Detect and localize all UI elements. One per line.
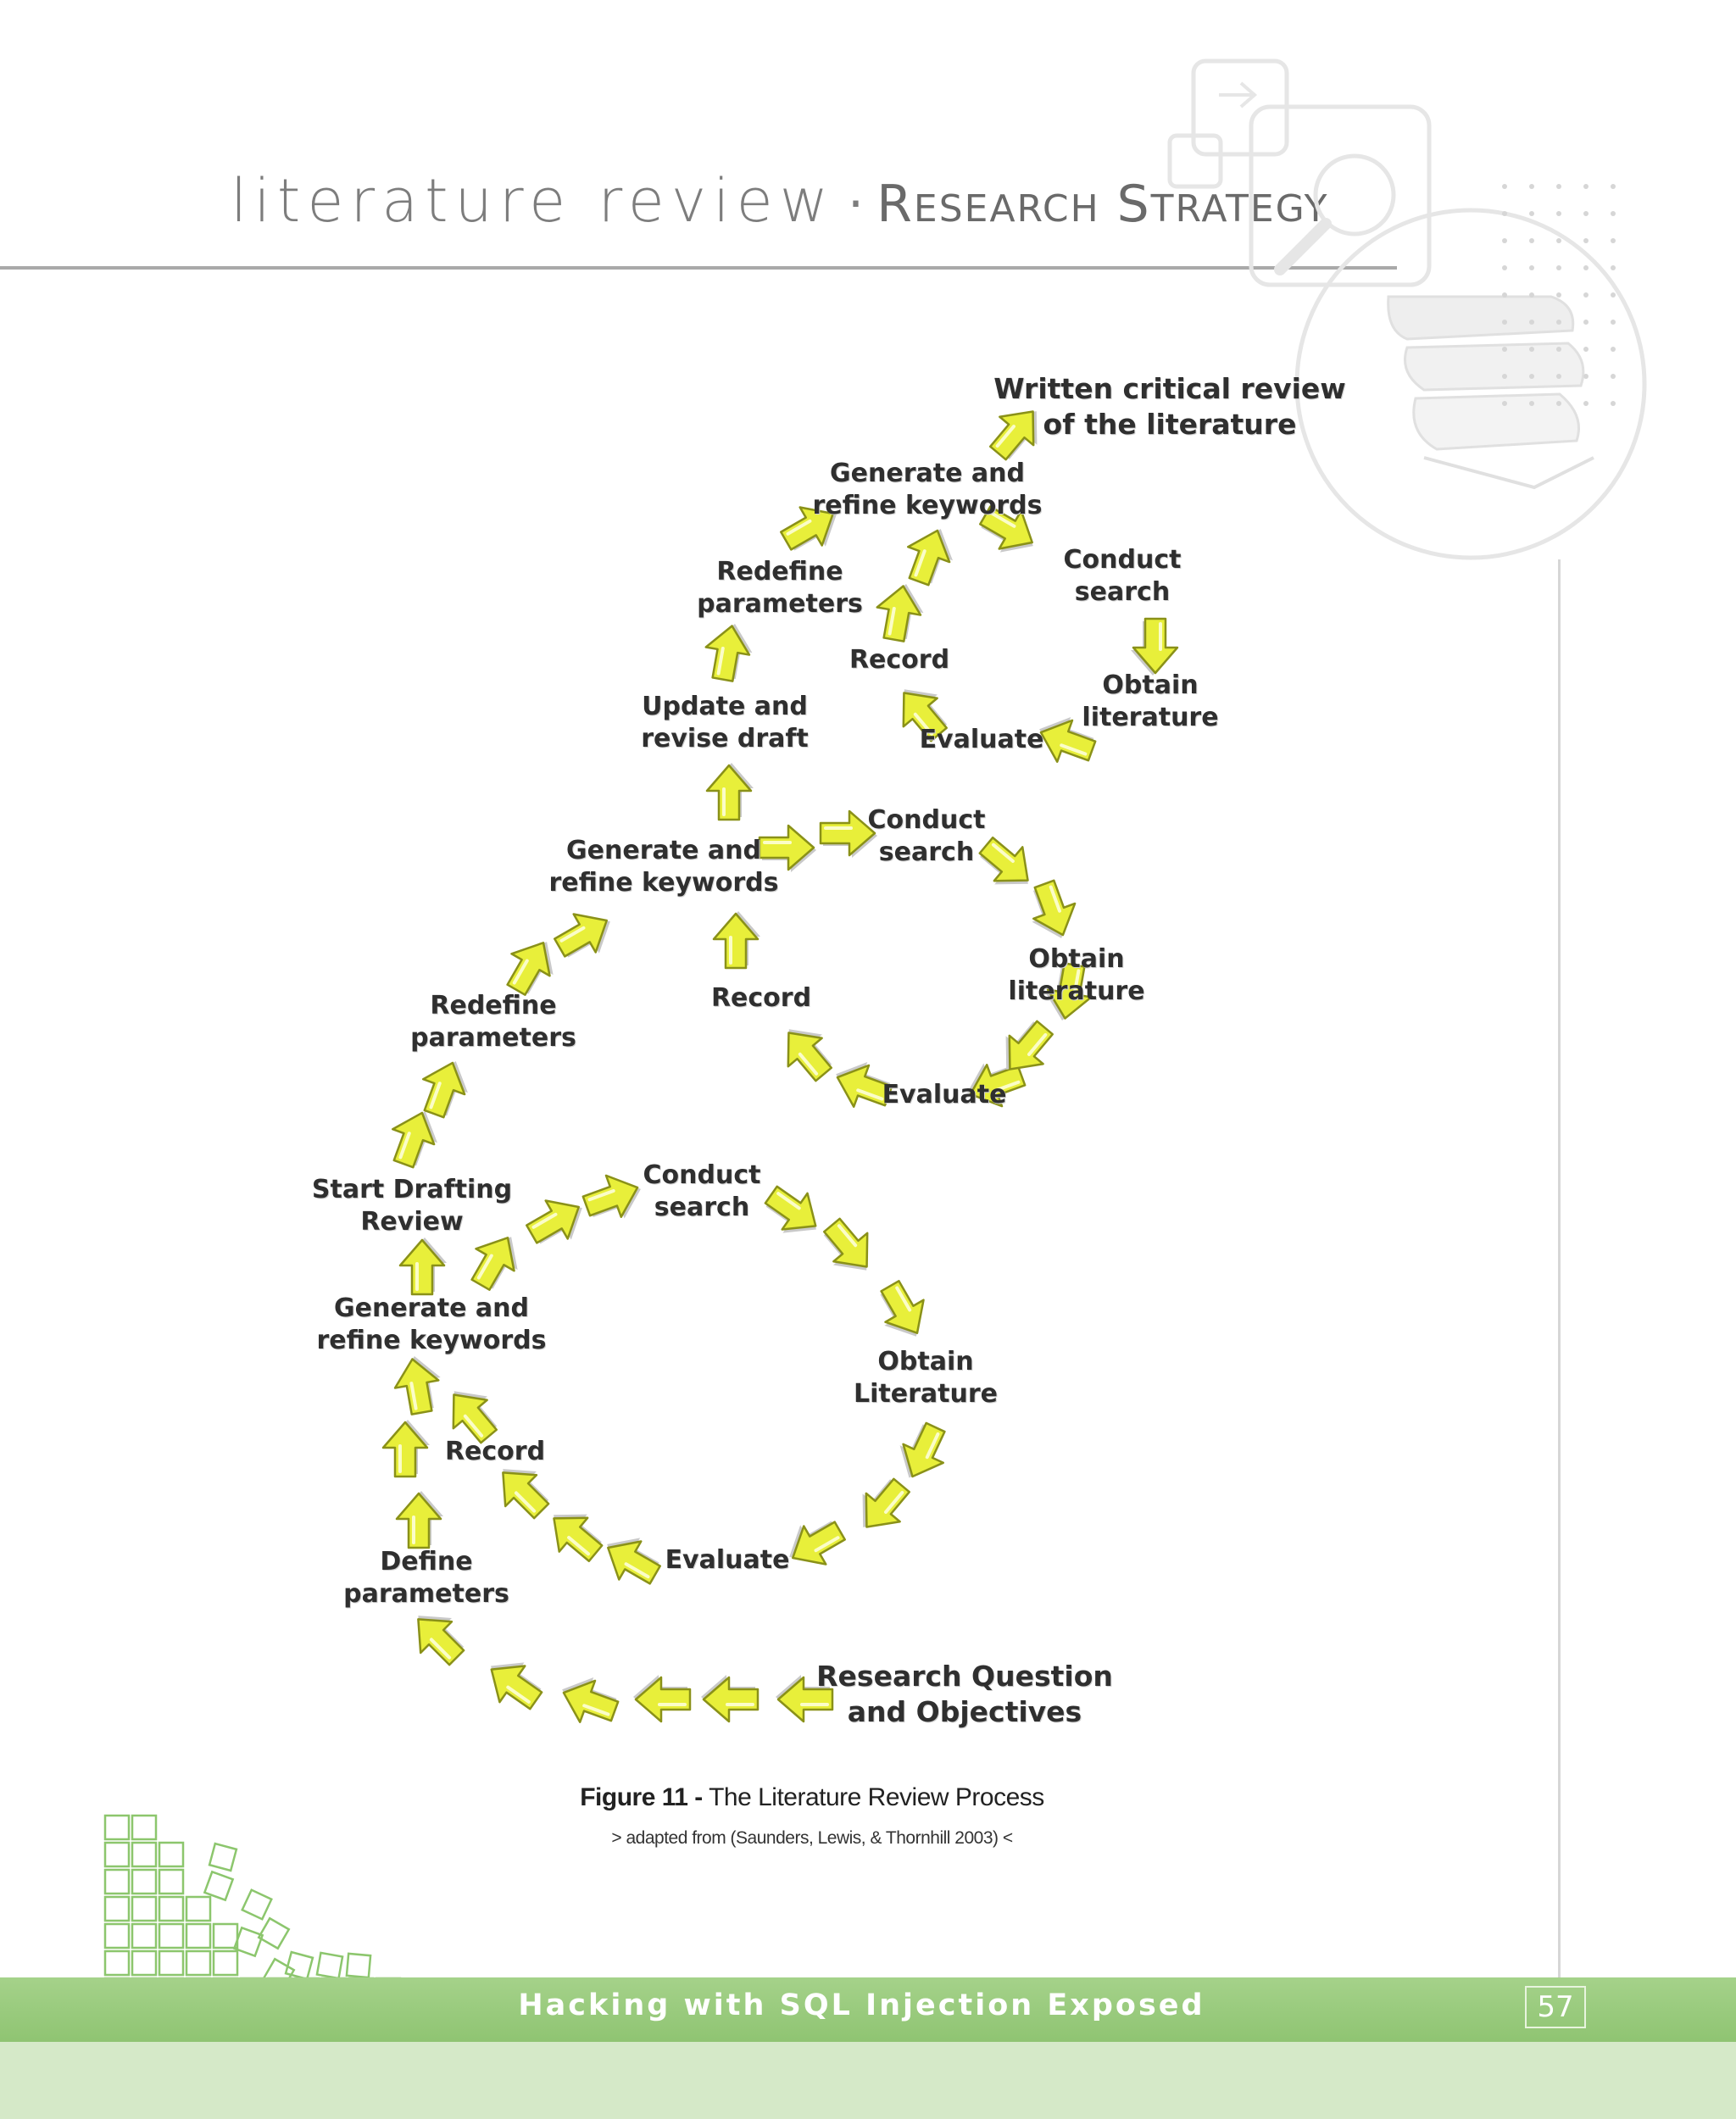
title-separator: · [848, 175, 865, 234]
arrow-icon [757, 1176, 830, 1247]
record-label: Record [849, 645, 950, 675]
define-parameters-label: Define parameters [343, 1547, 509, 1609]
arrow-icon [869, 1275, 938, 1348]
arrow-icon [383, 1420, 430, 1477]
arrow-icon [633, 1675, 690, 1721]
generate-keywords-label: Generate and refine keywords [548, 836, 779, 898]
figure-title: The Literature Review Process [709, 1783, 1044, 1811]
conduct-search-label: Conduct search [643, 1160, 761, 1222]
arrow-icon [548, 900, 621, 969]
redefine-parameters-label: Redefine parameters [410, 991, 576, 1053]
arrow-icon [813, 1211, 885, 1285]
arrow-icon [707, 763, 754, 820]
obtain-literature-label: Obtain literature [1008, 944, 1145, 1006]
arrow-icon [714, 911, 760, 968]
arrow-icon [401, 1600, 474, 1673]
figure-caption [0, 1783, 1624, 1812]
arrow-icon [554, 1669, 623, 1732]
arrow-icon [899, 520, 962, 590]
obtain-literature-label: Obtain Literature [854, 1347, 998, 1409]
evaluate-label: Evaluate [665, 1545, 790, 1575]
arrow-icon [414, 1053, 477, 1122]
generate-keywords-label: Generate and refine keywords [316, 1293, 547, 1355]
page-number: 57 [1525, 1986, 1586, 2028]
arrow-icon [476, 1648, 549, 1718]
arrow-icon [771, 1015, 843, 1089]
arrow-icon [701, 1675, 758, 1721]
footer-title: Hacking with SQL Injection Exposed [518, 1988, 1205, 2022]
start-drafting-label: Start Drafting Review [311, 1175, 513, 1237]
record-label: Record [444, 1437, 546, 1466]
arrow-icon [889, 1417, 955, 1488]
evaluate-label: Evaluate [919, 725, 1044, 754]
footer-base [0, 2042, 1736, 2119]
arrow-icon [1131, 619, 1177, 676]
evaluate-label: Evaluate [882, 1080, 1007, 1110]
arrow-icon [595, 1525, 668, 1593]
section-title: literature review [231, 166, 835, 236]
arrow-icon [579, 1166, 648, 1230]
arrow-icon [390, 1352, 446, 1416]
conduct-search-label: Conduct search [867, 805, 986, 867]
record-label: Record [710, 983, 812, 1013]
figure-source: > adapted from (Saunders, Lewis, & Thornhill 2003) < [611, 1828, 1013, 1848]
written-review-label: Written critical review of the literature [993, 372, 1346, 441]
arrow-icon [846, 1470, 918, 1543]
arrow-icon [537, 1498, 611, 1570]
arrow-icon [701, 620, 757, 684]
generate-keywords-label: Generate and refine keywords [812, 459, 1043, 520]
arrow-icon [1021, 876, 1085, 946]
obtain-literature-label: Obtain literature [1082, 670, 1219, 732]
figure-label: Figure 11 - [580, 1783, 703, 1811]
arrow-icon [400, 1237, 447, 1294]
research-question-label: Research Question and Objectives [816, 1660, 1113, 1728]
conduct-search-label: Conduct search [1063, 545, 1182, 607]
arrow-icon [397, 1491, 443, 1548]
topic-title: RESEARCH STRATEGY [876, 175, 1329, 234]
arrow-icon [872, 580, 928, 644]
update-draft-label: Update and revise draft [641, 692, 809, 754]
redefine-parameters-label: Redefine parameters [697, 557, 863, 619]
